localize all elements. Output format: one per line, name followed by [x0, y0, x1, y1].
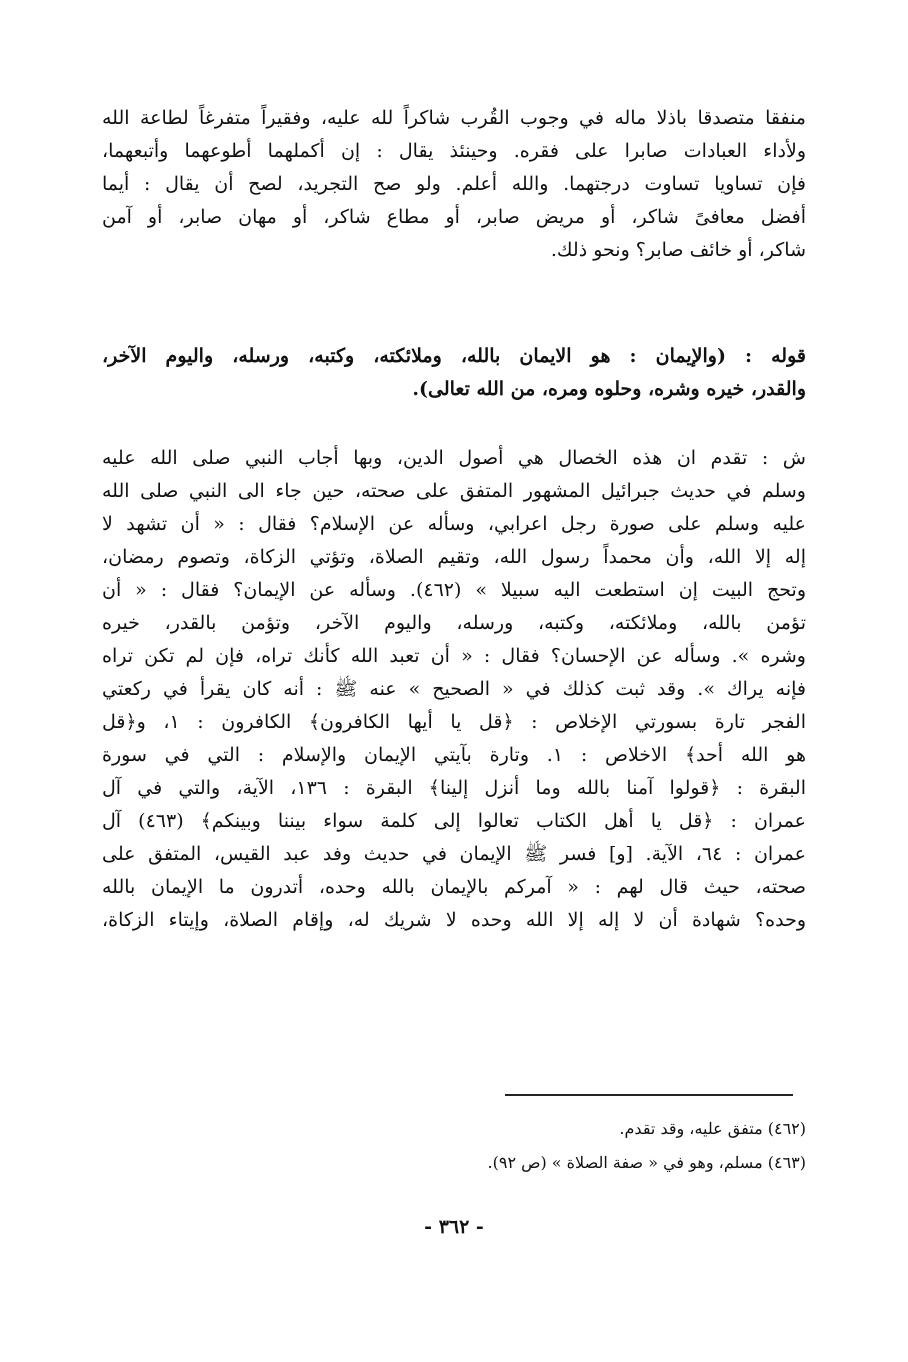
text-line: شاكر، أو خائف صابر؟ ونحو ذلك.	[550, 239, 806, 261]
footnotes	[102, 1112, 806, 1180]
text-line: البقرة : ﴿قولوا آمنا بالله وما أنزل إلينا﴾ البقرة : ١٣٦، الآية، والتي في آل	[102, 777, 806, 799]
text-line: والقدر، خيره وشره، وحلوه ومره، من الله تعالى).	[412, 378, 806, 400]
text-line: فإنه يراك ». وقد ثبت كذلك في « الصحيح » عنه ﷺ : أنه كان يقرأ في ركعتي	[102, 678, 806, 700]
text-line: فإن تساويا تساوت درجتهما. والله أعلم. ولو صح التجريد، لصح أن يقال : أيما	[102, 173, 806, 195]
text-line: وسلم في حديث جبرائيل المشهور المتفق على صحته، حين جاء الى النبي صلى الله	[102, 480, 806, 502]
text-line: الفجر تارة بسورتي الإخلاص : ﴿قل يا أيها الكافرون﴾ الكافرون : ١، و﴿قل	[102, 711, 806, 733]
text-line: وتحج البيت إن استطعت اليه سبيلا » (٤٦٢). وسأله عن الإيمان؟ فقال : « أن	[102, 579, 806, 601]
text-line: عليه وسلم على صورة رجل اعرابي، وسأله عن الإسلام؟ فقال : « أن تشهد لا	[102, 513, 806, 535]
text-line: قوله : (والإيمان : هو الايمان بالله، وملائكته، وكتبه، ورسله، واليوم الآخر،	[102, 345, 806, 367]
footnote: (٤٦٣) مسلم، وهو في « صفة الصلاة » (ص ٩٢).	[487, 1153, 806, 1172]
text-line: تؤمن بالله، وملائكته، وكتبه، ورسله، واليوم الآخر، وتؤمن بالقدر، خيره	[102, 612, 806, 634]
text-line: عمران : ﴿قل يا أهل الكتاب تعالوا إلى كلمة سواء بيننا وبينكم﴾ (٤٦٣) آل	[102, 810, 806, 832]
paragraph-1	[102, 102, 806, 267]
footnote: (٤٦٢) متفق عليه، وقد تقدم.	[619, 1119, 806, 1138]
footnote-divider	[505, 1094, 793, 1096]
text-line: منفقا متصدقا باذلا ماله في وجوب القُرب شاكراً لله عليه، وفقيراً متفرغاً لطاعة الله	[102, 107, 806, 129]
page-number: - ٣٦٢ -	[424, 1216, 484, 1238]
text-line: ش : تقدم ان هذه الخصال هي أصول الدين، وبها أجاب النبي صلى الله عليه	[102, 447, 806, 469]
text-line: وشره ». وسأله عن الإحسان؟ فقال : « أن تعبد الله كأنك تراه، فإن لم تكن تراه	[102, 645, 806, 667]
text-line: هو الله أحد﴾ الاخلاص : ١. وتارة بآيتي الإيمان والإسلام : التي في سورة	[102, 744, 806, 766]
text-line: إله إلا الله، وأن محمداً رسول الله، وتقيم الصلاة، وتؤتي الزكاة، وتصوم رمضان،	[102, 546, 806, 568]
text-line: ولأداء العبادات صابرا على فقره. وحينئذ يقال : إن أكملهما أطوعهما وأتبعهما،	[102, 140, 806, 162]
text-line: وحده؟ شهادة أن لا إله إلا الله وحده لا شريك له، وإقام الصلاة، وإيتاء الزكاة،	[102, 909, 806, 931]
text-line: عمران : ٦٤، الآية. [و] فسر ﷺ الإيمان في حديث وفد عبد القيس، المتفق على	[102, 843, 806, 865]
paragraph-3-commentary	[102, 442, 806, 937]
text-line: أفضل معافىً شاكر، أو مريض صابر، أو مطاع شاكر، أو مهان صابر، أو آمن	[102, 206, 806, 228]
paragraph-2-matn	[102, 340, 806, 406]
text-line: صحته، حيث قال لهم : « آمركم بالإيمان بالله وحده، أتدرون ما الإيمان بالله	[102, 876, 806, 898]
